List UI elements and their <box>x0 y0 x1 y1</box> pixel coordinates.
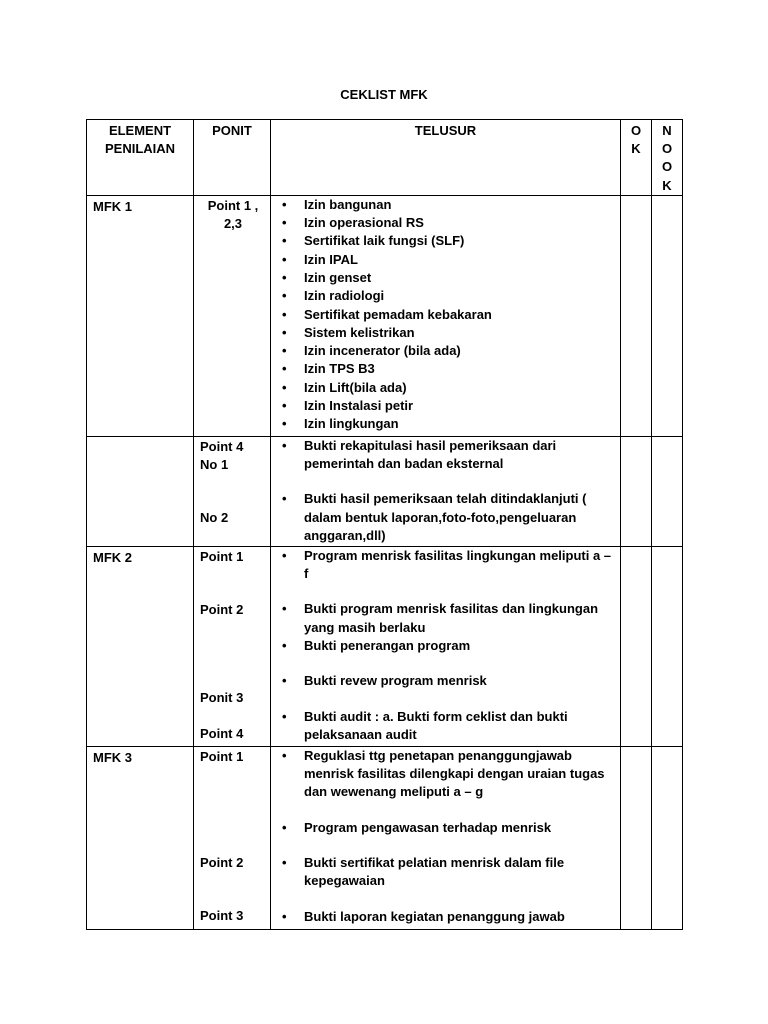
point-label: Point 4 <box>200 725 244 741</box>
table-row <box>87 195 683 436</box>
list-item: • Program menrisk fasilitas lingkungan meliputi a – f <box>271 547 616 584</box>
checklist-table <box>86 119 683 930</box>
element-cell <box>87 436 194 546</box>
list-item: • Izin incenerator (bila ada) <box>271 342 616 360</box>
point-label: Ponit 3 <box>200 690 244 706</box>
nook-cell[interactable] <box>652 746 683 929</box>
list-item: • Bukti revew program menrisk <box>271 672 616 690</box>
point-label: Point 4 <box>200 438 244 454</box>
point-label: Point 2 <box>200 855 244 871</box>
nook-cell[interactable] <box>652 436 683 546</box>
point-cell <box>194 746 271 929</box>
telusur-cell <box>271 436 621 546</box>
list-item: • Izin Lift(bila ada) <box>271 379 616 397</box>
list-item: • Sertifikat pemadam kebakaran <box>271 306 616 324</box>
list-item: • Bukti laporan kegiatan penanggung jawab <box>271 908 616 926</box>
telusur-list <box>271 547 620 744</box>
ok-cell[interactable] <box>621 546 652 746</box>
ok-cell[interactable] <box>621 436 652 546</box>
list-item: • Sertifikat laik fungsi (SLF) <box>271 232 616 250</box>
point-label: Point 2 <box>200 602 244 618</box>
header-point: PONIT <box>194 120 271 196</box>
document-title: CEKLIST MFK <box>340 87 428 102</box>
nook-cell[interactable] <box>652 546 683 746</box>
point-label: Point 1 <box>200 748 244 764</box>
header-row <box>87 120 683 196</box>
list-item: • Izin Instalasi petir <box>271 397 616 415</box>
list-item: • Bukti penerangan program <box>271 637 616 655</box>
element-cell: MFK 3 <box>87 746 194 929</box>
telusur-list <box>271 747 620 926</box>
telusur-cell <box>271 546 621 746</box>
telusur-cell <box>271 195 621 436</box>
header-telusur: TELUSUR <box>271 120 621 196</box>
element-cell: MFK 2 <box>87 546 194 746</box>
list-item: • Bukti program menrisk fasilitas dan lingkungan yang masih berlaku <box>271 600 616 637</box>
telusur-cell <box>271 746 621 929</box>
list-item: • Bukti hasil pemeriksaan telah ditindaklanjuti ( dalam bentuk laporan,foto-foto,pengeluaran anggaran,dll) <box>271 490 616 545</box>
ok-cell[interactable] <box>621 746 652 929</box>
list-item: • Izin TPS B3 <box>271 360 616 378</box>
table-row <box>87 546 683 746</box>
list-item: • Bukti audit : a. Bukti form ceklist dan bukti pelaksanaan audit <box>271 708 616 745</box>
point-label: No 1 <box>200 457 229 473</box>
nook-cell[interactable] <box>652 195 683 436</box>
list-item: • Izin operasional RS <box>271 214 616 232</box>
list-item: • Program pengawasan terhadap menrisk <box>271 819 616 837</box>
list-item: • Sistem kelistrikan <box>271 324 616 342</box>
list-item: • Reguklasi ttg penetapan penanggungjawab menrisk fasilitas dilengkapi dengan uraian tugas dan wewenang meliputi a – g <box>271 747 616 802</box>
telusur-list <box>271 437 620 545</box>
point-label: Point 3 <box>200 908 244 924</box>
list-item: • Izin bangunan <box>271 196 616 214</box>
element-cell: MFK 1 <box>87 195 194 436</box>
table-row <box>87 746 683 929</box>
point-label: Point 1 <box>200 548 244 564</box>
list-item: • Bukti sertifikat pelatian menrisk dalam file kepegawaian <box>271 854 616 891</box>
point-label: No 2 <box>200 510 229 526</box>
table-row <box>87 436 683 546</box>
ok-cell[interactable] <box>621 195 652 436</box>
list-item: • Izin radiologi <box>271 287 616 305</box>
point-cell: Point 1 , 2,3 <box>194 195 271 436</box>
point-cell <box>194 436 271 546</box>
list-item: • Bukti rekapitulasi hasil pemeriksaan dari pemerintah dan badan eksternal <box>271 437 616 474</box>
list-item: • Izin lingkungan <box>271 415 616 433</box>
header-nook: N O O K <box>652 120 683 196</box>
point-cell <box>194 546 271 746</box>
header-element: ELEMENT PENILAIAN <box>87 120 194 196</box>
list-item: • Izin genset <box>271 269 616 287</box>
header-ok: O K <box>621 120 652 196</box>
telusur-list <box>271 196 620 434</box>
list-item: • Izin IPAL <box>271 251 616 269</box>
